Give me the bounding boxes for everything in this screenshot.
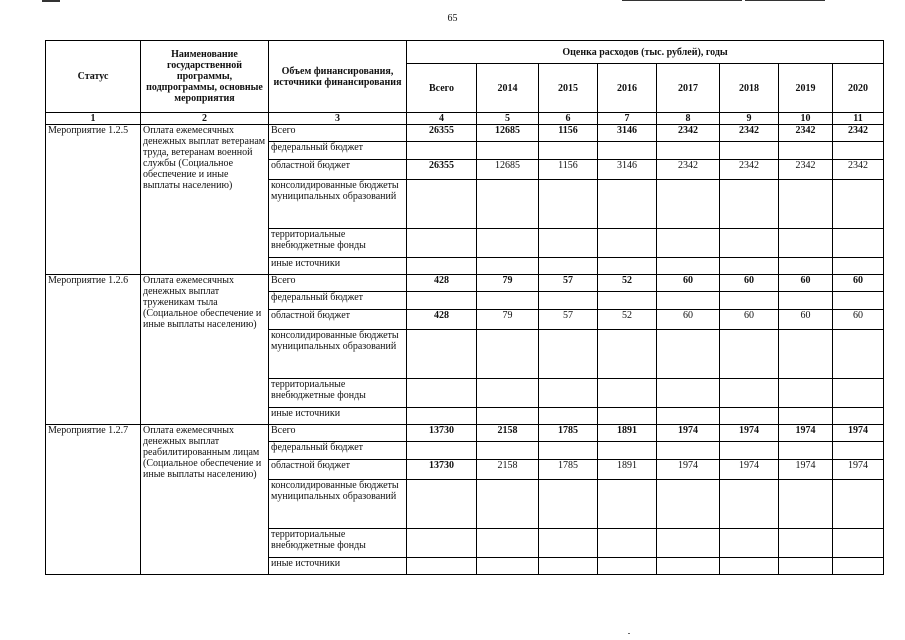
financing-source: областной бюджет bbox=[269, 460, 407, 480]
empty-cell bbox=[779, 529, 833, 558]
header-status: Статус bbox=[46, 41, 141, 113]
total-value: 428 bbox=[407, 275, 477, 292]
column-number: 8 bbox=[657, 113, 720, 125]
empty-cell bbox=[657, 558, 720, 575]
total-value: 2342 bbox=[833, 125, 884, 142]
empty-cell bbox=[779, 379, 833, 408]
empty-cell bbox=[539, 180, 598, 229]
empty-cell bbox=[477, 442, 539, 460]
empty-cell bbox=[539, 292, 598, 310]
total-value: 3146 bbox=[598, 125, 657, 142]
empty-cell bbox=[657, 442, 720, 460]
empty-cell bbox=[657, 229, 720, 258]
column-number: 10 bbox=[779, 113, 833, 125]
financing-source: Всего bbox=[269, 425, 407, 442]
regional-budget-value: 60 bbox=[657, 310, 720, 330]
empty-cell bbox=[779, 442, 833, 460]
table-row bbox=[46, 275, 884, 292]
empty-cell bbox=[539, 258, 598, 275]
empty-cell bbox=[720, 529, 779, 558]
header-year: Всего bbox=[407, 64, 477, 113]
regional-budget-value: 1156 bbox=[539, 160, 598, 180]
empty-cell bbox=[598, 408, 657, 425]
empty-cell bbox=[720, 258, 779, 275]
measure-description: Оплата ежемесячных денежных выплат реабилитированным лицам (Социальное обеспечение и иные выплаты населению) bbox=[141, 425, 269, 575]
header-year: 2017 bbox=[657, 64, 720, 113]
total-value: 60 bbox=[833, 275, 884, 292]
empty-cell bbox=[407, 258, 477, 275]
empty-cell bbox=[539, 142, 598, 160]
financing-source: территориальные внебюджетные фонды bbox=[269, 229, 407, 258]
regional-budget-value: 13730 bbox=[407, 460, 477, 480]
total-value: 1974 bbox=[720, 425, 779, 442]
empty-cell bbox=[833, 408, 884, 425]
regional-budget-value: 57 bbox=[539, 310, 598, 330]
empty-cell bbox=[833, 292, 884, 310]
empty-cell bbox=[539, 229, 598, 258]
header-year: 2014 bbox=[477, 64, 539, 113]
empty-cell bbox=[779, 142, 833, 160]
financing-source: иные источники bbox=[269, 258, 407, 275]
empty-cell bbox=[720, 292, 779, 310]
measure-description: Оплата ежемесячных денежных выплат ветеранам труда, ветеранам военной службы (Социальное обеспечение и иные выплаты населению) bbox=[141, 125, 269, 275]
table-row bbox=[46, 425, 884, 442]
regional-budget-value: 2342 bbox=[657, 160, 720, 180]
empty-cell bbox=[477, 292, 539, 310]
total-value: 1974 bbox=[657, 425, 720, 442]
empty-cell bbox=[407, 529, 477, 558]
empty-cell bbox=[407, 442, 477, 460]
total-value: 1974 bbox=[779, 425, 833, 442]
column-number: 1 bbox=[46, 113, 141, 125]
header-year: 2020 bbox=[833, 64, 884, 113]
empty-cell bbox=[407, 229, 477, 258]
column-number: 9 bbox=[720, 113, 779, 125]
empty-cell bbox=[657, 529, 720, 558]
empty-cell bbox=[833, 379, 884, 408]
header-year: 2018 bbox=[720, 64, 779, 113]
empty-cell bbox=[657, 408, 720, 425]
header-estimate: Оценка расходов (тыс. рублей), годы bbox=[407, 41, 884, 64]
empty-cell bbox=[779, 330, 833, 379]
header-year: 2016 bbox=[598, 64, 657, 113]
empty-cell bbox=[539, 529, 598, 558]
budget-table bbox=[45, 40, 884, 575]
empty-cell bbox=[833, 330, 884, 379]
header-year: 2019 bbox=[779, 64, 833, 113]
total-value: 2158 bbox=[477, 425, 539, 442]
empty-cell bbox=[598, 379, 657, 408]
empty-cell bbox=[477, 330, 539, 379]
empty-cell bbox=[720, 379, 779, 408]
total-value: 52 bbox=[598, 275, 657, 292]
total-value: 79 bbox=[477, 275, 539, 292]
empty-cell bbox=[657, 180, 720, 229]
column-number: 11 bbox=[833, 113, 884, 125]
regional-budget-value: 1785 bbox=[539, 460, 598, 480]
column-number: 2 bbox=[141, 113, 269, 125]
column-number: 3 bbox=[269, 113, 407, 125]
regional-budget-value: 2342 bbox=[833, 160, 884, 180]
empty-cell bbox=[477, 142, 539, 160]
regional-budget-value: 26355 bbox=[407, 160, 477, 180]
regional-budget-value: 60 bbox=[833, 310, 884, 330]
empty-cell bbox=[477, 180, 539, 229]
empty-cell bbox=[407, 480, 477, 529]
empty-cell bbox=[598, 529, 657, 558]
page-number: 65 bbox=[447, 13, 458, 24]
empty-cell bbox=[477, 229, 539, 258]
regional-budget-value: 60 bbox=[779, 310, 833, 330]
empty-cell bbox=[539, 408, 598, 425]
financing-source: федеральный бюджет bbox=[269, 442, 407, 460]
empty-cell bbox=[720, 442, 779, 460]
column-number: 5 bbox=[477, 113, 539, 125]
empty-cell bbox=[407, 180, 477, 229]
empty-cell bbox=[598, 258, 657, 275]
empty-cell bbox=[833, 258, 884, 275]
empty-cell bbox=[720, 142, 779, 160]
empty-cell bbox=[720, 330, 779, 379]
empty-cell bbox=[598, 142, 657, 160]
empty-cell bbox=[539, 480, 598, 529]
measure-description: Оплата ежемесячных денежных выплат труженикам тыла (Социальное обеспечение и иные выплаты населению) bbox=[141, 275, 269, 425]
total-value: 2342 bbox=[779, 125, 833, 142]
empty-cell bbox=[477, 529, 539, 558]
empty-cell bbox=[720, 229, 779, 258]
total-value: 60 bbox=[720, 275, 779, 292]
column-number-row bbox=[46, 113, 884, 125]
regional-budget-value: 1974 bbox=[657, 460, 720, 480]
regional-budget-value: 1974 bbox=[720, 460, 779, 480]
empty-cell bbox=[720, 180, 779, 229]
regional-budget-value: 1891 bbox=[598, 460, 657, 480]
empty-cell bbox=[720, 558, 779, 575]
empty-cell bbox=[598, 229, 657, 258]
measure-status: Мероприятие 1.2.5 bbox=[46, 125, 141, 275]
empty-cell bbox=[657, 330, 720, 379]
regional-budget-value: 60 bbox=[720, 310, 779, 330]
empty-cell bbox=[720, 408, 779, 425]
column-number: 6 bbox=[539, 113, 598, 125]
empty-cell bbox=[833, 229, 884, 258]
financing-source: территориальные внебюджетные фонды bbox=[269, 379, 407, 408]
financing-source: иные источники bbox=[269, 408, 407, 425]
empty-cell bbox=[598, 558, 657, 575]
total-value: 60 bbox=[779, 275, 833, 292]
empty-cell bbox=[833, 558, 884, 575]
financing-source: Всего bbox=[269, 125, 407, 142]
financing-source: федеральный бюджет bbox=[269, 292, 407, 310]
regional-budget-value: 2158 bbox=[477, 460, 539, 480]
total-value: 57 bbox=[539, 275, 598, 292]
total-value: 1974 bbox=[833, 425, 884, 442]
empty-cell bbox=[657, 480, 720, 529]
empty-cell bbox=[779, 408, 833, 425]
financing-source: консолидированные бюджеты муниципальных образований bbox=[269, 180, 407, 229]
total-value: 1156 bbox=[539, 125, 598, 142]
empty-cell bbox=[477, 379, 539, 408]
regional-budget-value: 1974 bbox=[833, 460, 884, 480]
empty-cell bbox=[779, 480, 833, 529]
empty-cell bbox=[477, 408, 539, 425]
regional-budget-value: 2342 bbox=[779, 160, 833, 180]
empty-cell bbox=[657, 142, 720, 160]
financing-source: консолидированные бюджеты муниципальных образований bbox=[269, 480, 407, 529]
column-number: 4 bbox=[407, 113, 477, 125]
total-value: 2342 bbox=[720, 125, 779, 142]
empty-cell bbox=[833, 529, 884, 558]
empty-cell bbox=[598, 330, 657, 379]
scan-artifact bbox=[622, 0, 742, 1]
total-value: 60 bbox=[657, 275, 720, 292]
empty-cell bbox=[407, 558, 477, 575]
empty-cell bbox=[779, 180, 833, 229]
regional-budget-value: 52 bbox=[598, 310, 657, 330]
empty-cell bbox=[539, 379, 598, 408]
empty-cell bbox=[407, 142, 477, 160]
financing-source: иные источники bbox=[269, 558, 407, 575]
regional-budget-value: 79 bbox=[477, 310, 539, 330]
empty-cell bbox=[407, 330, 477, 379]
empty-cell bbox=[720, 480, 779, 529]
column-number: 7 bbox=[598, 113, 657, 125]
empty-cell bbox=[833, 480, 884, 529]
scan-artifact bbox=[42, 0, 60, 2]
empty-cell bbox=[477, 558, 539, 575]
scan-speck bbox=[628, 633, 630, 634]
empty-cell bbox=[477, 480, 539, 529]
total-value: 26355 bbox=[407, 125, 477, 142]
empty-cell bbox=[657, 258, 720, 275]
empty-cell bbox=[779, 229, 833, 258]
empty-cell bbox=[833, 442, 884, 460]
empty-cell bbox=[833, 142, 884, 160]
total-value: 13730 bbox=[407, 425, 477, 442]
empty-cell bbox=[657, 292, 720, 310]
financing-source: областной бюджет bbox=[269, 310, 407, 330]
total-value: 2342 bbox=[657, 125, 720, 142]
financing-source: территориальные внебюджетные фонды bbox=[269, 529, 407, 558]
empty-cell bbox=[598, 442, 657, 460]
empty-cell bbox=[657, 379, 720, 408]
financing-source: федеральный бюджет bbox=[269, 142, 407, 160]
header-year: 2015 bbox=[539, 64, 598, 113]
empty-cell bbox=[407, 379, 477, 408]
empty-cell bbox=[539, 330, 598, 379]
empty-cell bbox=[407, 292, 477, 310]
measure-status: Мероприятие 1.2.7 bbox=[46, 425, 141, 575]
financing-source: областной бюджет bbox=[269, 160, 407, 180]
empty-cell bbox=[539, 558, 598, 575]
scan-artifact bbox=[745, 0, 825, 1]
header-program-name: Наименование государственной программы, подпрограммы, основные мероприятия bbox=[141, 41, 269, 113]
header-financing: Объем финансирования, источники финансирования bbox=[269, 41, 407, 113]
empty-cell bbox=[779, 292, 833, 310]
empty-cell bbox=[598, 292, 657, 310]
empty-cell bbox=[598, 180, 657, 229]
total-value: 12685 bbox=[477, 125, 539, 142]
regional-budget-value: 428 bbox=[407, 310, 477, 330]
table-row bbox=[46, 125, 884, 142]
financing-source: консолидированные бюджеты муниципальных образований bbox=[269, 330, 407, 379]
empty-cell bbox=[833, 180, 884, 229]
empty-cell bbox=[779, 558, 833, 575]
empty-cell bbox=[477, 258, 539, 275]
empty-cell bbox=[407, 408, 477, 425]
total-value: 1785 bbox=[539, 425, 598, 442]
empty-cell bbox=[539, 442, 598, 460]
regional-budget-value: 12685 bbox=[477, 160, 539, 180]
financing-source: Всего bbox=[269, 275, 407, 292]
regional-budget-value: 3146 bbox=[598, 160, 657, 180]
measure-status: Мероприятие 1.2.6 bbox=[46, 275, 141, 425]
regional-budget-value: 2342 bbox=[720, 160, 779, 180]
empty-cell bbox=[779, 258, 833, 275]
empty-cell bbox=[598, 480, 657, 529]
regional-budget-value: 1974 bbox=[779, 460, 833, 480]
total-value: 1891 bbox=[598, 425, 657, 442]
